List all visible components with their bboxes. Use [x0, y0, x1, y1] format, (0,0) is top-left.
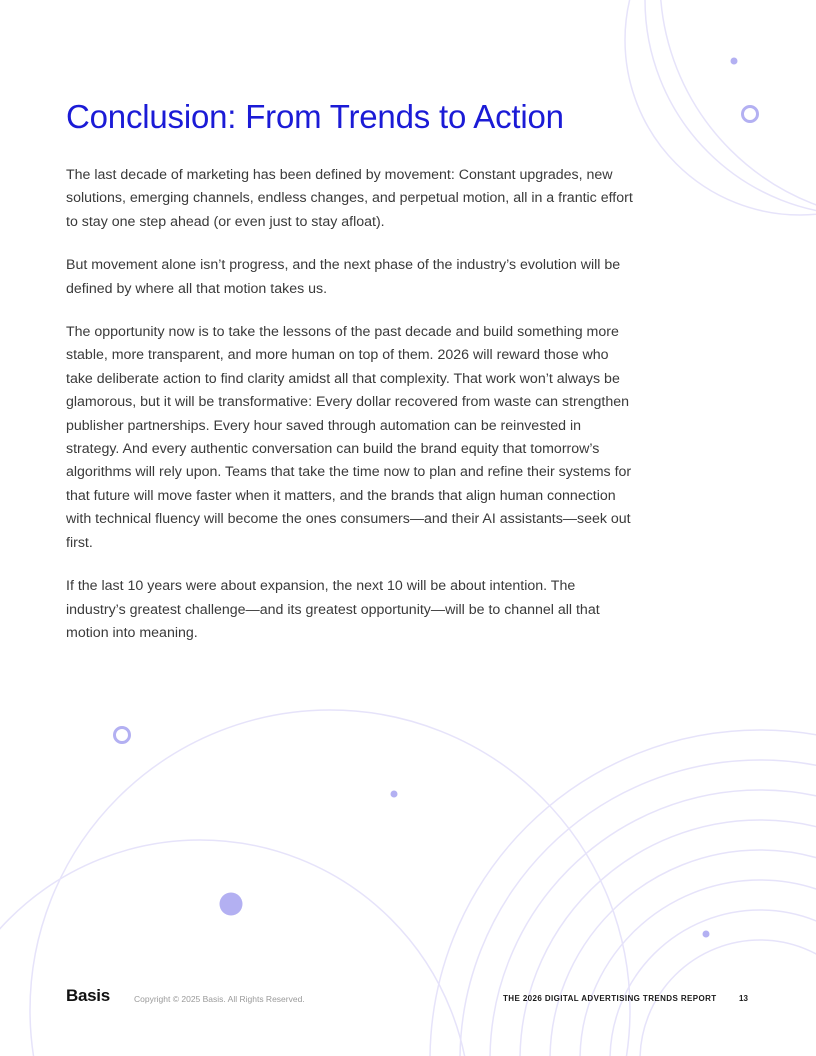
- report-title: THE 2026 DIGITAL ADVERTISING TRENDS REPORT: [503, 994, 717, 1003]
- copyright-text: Copyright © 2025 Basis. All Rights Reserved.: [134, 994, 305, 1004]
- decor-dot: [220, 893, 243, 916]
- decor-arc: [580, 880, 816, 1056]
- decor-arc: [430, 730, 816, 1056]
- decor-ring: [115, 728, 130, 743]
- paragraph: The opportunity now is to take the lessons of the past decade and build something more stable, more transparent, and more human on top of them. 2026 will reward those who take deliberate action to find clarity amidst all that complexity. That work won’t always be glamorous, but it will be transformative: Every dollar recovered from waste can strengthen publisher partnerships. Every hour saved through automation can be reinvested in strategy. And every authentic conversation can build the brand equity that tomorrow’s algorithms will rely upon. Teams that take the time now to plan and refine their systems for that future will move faster when it matters, and the brands that align human connection with technical fluency will become the ones consumers—and their AI assistants—seek out first.: [66, 324, 632, 551]
- decor-arc: [460, 760, 816, 1056]
- decor-ring: [743, 107, 758, 122]
- decor-dot: [731, 58, 738, 65]
- page-number: 13: [739, 994, 748, 1003]
- decor-dot: [703, 931, 710, 938]
- paragraph: But movement alone isn’t progress, and the next phase of the industry’s evolution will be defined by where all that motion takes us.: [66, 257, 621, 297]
- paragraph: If the last 10 years were about expansion, the next 10 will be about intention. The industry’s greatest challenge—and its greatest opportunity—will be to channel all that motion into meaning.: [66, 578, 600, 641]
- decor-arc: [625, 0, 816, 215]
- page-title: Conclusion: From Trends to Action: [66, 98, 564, 135]
- decor-arc: [490, 790, 816, 1056]
- decor-arc: [660, 0, 816, 220]
- paragraph: The last decade of marketing has been defined by movement: Constant upgrades, new solutions, emerging channels, endless changes, and perpetual motion, all in a frantic effort to stay one step ahead (or even just to stay afloat).: [66, 167, 633, 230]
- basis-logo: Basis: [66, 986, 110, 1005]
- body-text: [66, 164, 638, 665]
- decor-dot: [391, 791, 398, 798]
- decor-arc: [645, 0, 816, 215]
- decor-arc: [30, 710, 630, 1056]
- decor-arc: [610, 910, 816, 1056]
- decor-arc: [0, 840, 470, 1056]
- decor-arc: [520, 820, 816, 1056]
